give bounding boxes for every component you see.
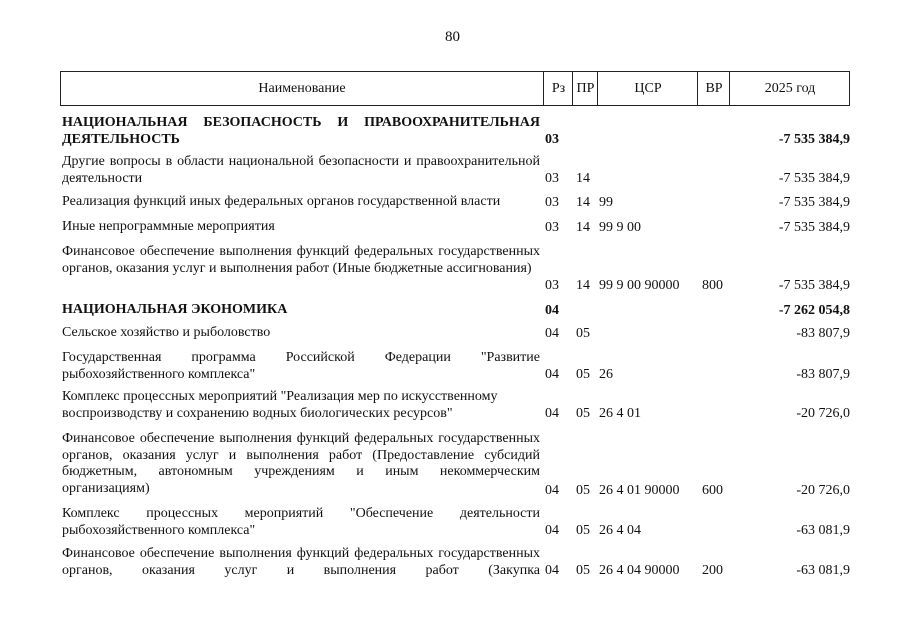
- header-year: 2025 год: [729, 72, 850, 105]
- row-rz: 03: [545, 277, 559, 293]
- row-pr: 05: [576, 405, 590, 421]
- page-number: 80: [445, 29, 460, 45]
- row-rz: 03: [545, 131, 559, 147]
- row-csr: 26 4 01: [599, 405, 641, 421]
- row-csr: 99: [599, 194, 613, 210]
- header-csr: ЦСР: [597, 72, 698, 105]
- row-amount: -83 807,9: [796, 325, 850, 341]
- row-rz: 04: [545, 405, 559, 421]
- header-pr: ПР: [572, 72, 598, 105]
- row-csr: 26: [599, 366, 613, 382]
- row-csr: 99 9 00 90000: [599, 277, 680, 293]
- row-rz: 04: [545, 522, 559, 538]
- row-amount: -63 081,9: [796, 522, 850, 538]
- row-name: Комплекс процессных мероприятий "Реализация мер по искусственному воспроизводству и сохранению водных биологических ресурсов": [62, 389, 498, 421]
- row-rz: 03: [545, 219, 559, 235]
- table-row: [62, 325, 850, 342]
- row-rz: 03: [545, 194, 559, 210]
- row-name: Финансовое обеспечение выполнения функций федеральных государственных органов, оказания услуг и выполнения работ (Закупка: [62, 546, 540, 578]
- table-row: [62, 194, 850, 211]
- row-pr: 14: [576, 277, 590, 293]
- row-csr: 26 4 01 90000: [599, 482, 680, 498]
- header-vr: ВР: [697, 72, 730, 105]
- row-name: Комплекс процессных мероприятий "Обеспечение деятельности рыбохозяйственного комплекса": [62, 506, 540, 538]
- header-rz: Рз: [543, 72, 573, 105]
- row-vr: 800: [702, 277, 723, 293]
- row-name: Сельское хозяйство и рыболовство: [62, 325, 271, 340]
- table-row: [62, 302, 850, 319]
- row-pr: 05: [576, 325, 590, 341]
- row-amount: -7 262 054,8: [778, 302, 850, 318]
- table-header: [60, 71, 850, 106]
- row-csr: 26 4 04 90000: [599, 562, 680, 578]
- row-name: Финансовое обеспечение выполнения функций федеральных государственных органов, оказания услуг и выполнения работ (Предоставление субсидий бюджетным, автономным учреждениям и иным некоммерческим организациям): [62, 431, 540, 496]
- row-name: Иные непрограммные мероприятия: [62, 219, 275, 234]
- table-row: [62, 115, 850, 148]
- row-amount: -7 535 384,9: [778, 170, 850, 186]
- row-pr: 14: [576, 194, 590, 210]
- row-name: НАЦИОНАЛЬНАЯ БЕЗОПАСНОСТЬ И ПРАВООХРАНИТЕЛЬНАЯ ДЕЯТЕЛЬНОСТЬ: [62, 115, 540, 147]
- row-rz: 03: [545, 170, 559, 186]
- table-row: [62, 350, 850, 383]
- row-amount: -20 726,0: [796, 482, 850, 498]
- row-rz: 04: [545, 302, 559, 318]
- row-pr: 14: [576, 219, 590, 235]
- row-vr: 600: [702, 482, 723, 498]
- row-amount: -7 535 384,9: [778, 131, 850, 147]
- row-name: Другие вопросы в области национальной безопасности и правоохранительной деятельности: [62, 154, 540, 186]
- row-pr: 05: [576, 562, 590, 578]
- row-vr: 200: [702, 562, 723, 578]
- row-csr: 26 4 04: [599, 522, 641, 538]
- row-pr: 14: [576, 170, 590, 186]
- row-rz: 04: [545, 562, 559, 578]
- table-row: [62, 154, 850, 187]
- table-row: [62, 506, 850, 539]
- row-pr: 05: [576, 522, 590, 538]
- row-amount: -83 807,9: [796, 366, 850, 382]
- row-amount: -7 535 384,9: [778, 277, 850, 293]
- row-rz: 04: [545, 325, 559, 341]
- row-name: Реализация функций иных федеральных органов государственной власти: [62, 194, 501, 209]
- row-rz: 04: [545, 482, 559, 498]
- row-name: Государственная программа Российской Федерации "Развитие рыбохозяйственного комплекса": [62, 350, 540, 382]
- row-pr: 05: [576, 482, 590, 498]
- table-row: [62, 546, 850, 579]
- row-pr: 05: [576, 366, 590, 382]
- row-amount: -7 535 384,9: [778, 194, 850, 210]
- row-amount: -20 726,0: [796, 405, 850, 421]
- table-row: [62, 219, 850, 236]
- table-row: [62, 244, 850, 294]
- table-row: [62, 431, 850, 499]
- row-amount: -7 535 384,9: [778, 219, 850, 235]
- row-csr: 99 9 00: [599, 219, 641, 235]
- row-name: НАЦИОНАЛЬНАЯ ЭКОНОМИКА: [62, 302, 288, 317]
- row-rz: 04: [545, 366, 559, 382]
- row-amount: -63 081,9: [796, 562, 850, 578]
- table-row: [62, 389, 850, 422]
- header-name: Наименование: [258, 81, 346, 96]
- row-name: Финансовое обеспечение выполнения функций федеральных государственных органов, оказания услуг и выполнения работ (Иные бюджетные ассигнования): [62, 244, 540, 276]
